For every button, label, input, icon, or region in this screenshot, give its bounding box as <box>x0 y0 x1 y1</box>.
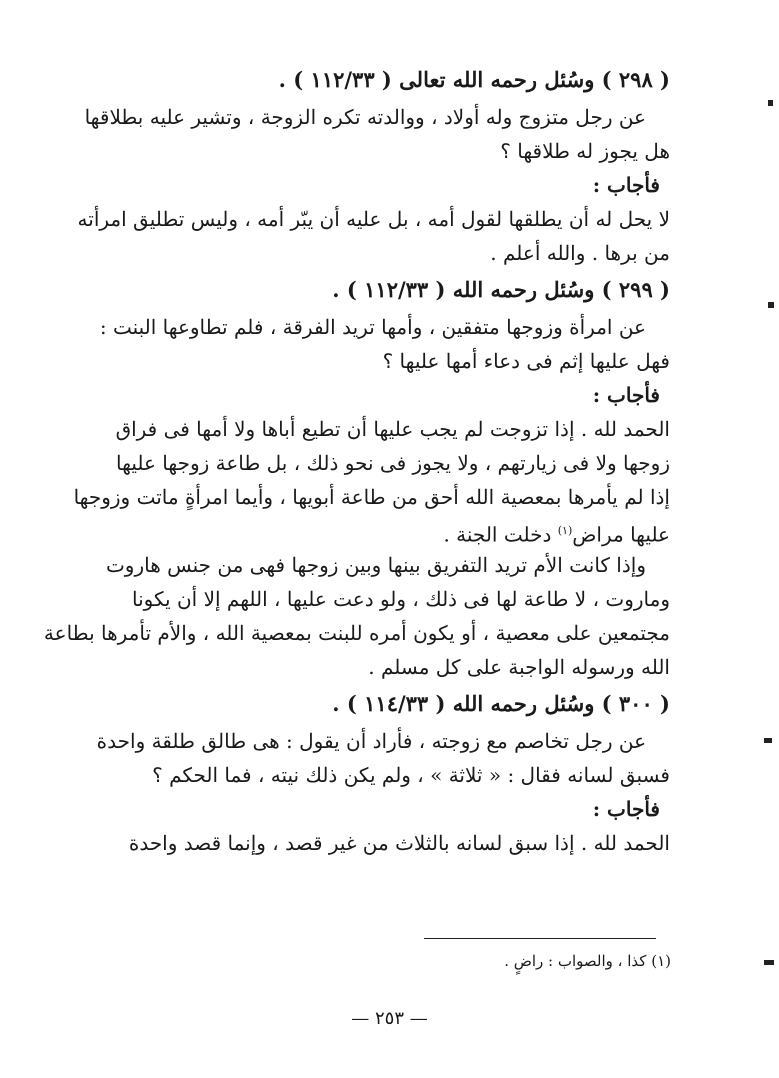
scan-edge-mark <box>768 302 774 308</box>
answer-line: الحمد لله . إذا سبق لسانه بالثلاث من غير قصد ، وإنما قصد واحدة <box>128 831 670 855</box>
question-line: عن رجل تخاصم مع زوجته ، فأراد أن يقول : هى طالق طلقة واحدة <box>96 729 646 753</box>
answer-text: دخلت الجنة . <box>443 522 558 547</box>
question-line: فسبق لسانه فقال : « ثلاثة » ، ولم يكن ذلك نيته ، فما الحكم ؟ <box>152 763 670 787</box>
answer-line-with-footnote <box>100 514 670 548</box>
footnote-divider <box>424 938 656 939</box>
answer-label: فأجاب : <box>592 383 660 407</box>
question-line: هل يجوز له طلاقها ؟ <box>500 139 670 163</box>
question-line: فهل عليها إثم فى دعاء أمها عليها ؟ <box>382 349 670 373</box>
answer-label: فأجاب : <box>592 797 660 821</box>
question-line: عن امرأة وزوجها متفقين ، وأمها تريد الفرقة ، فلم تطاوعها البنت : <box>99 315 646 339</box>
section-heading-298: ( ٢٩٨ ) وسُئل رحمه الله تعالى ( ١١٢/٣٣ ) . <box>278 67 670 92</box>
answer-text: عليها مراض <box>572 522 670 547</box>
page-number: — ٢٥٣ — <box>351 1008 428 1029</box>
footnote-marker: (١) <box>557 524 573 537</box>
answer-line: وإذا كانت الأم تريد التفريق بينها وبين زوجها فهى من جنس هاروت <box>105 553 646 577</box>
answer-line: مجتمعين على معصية ، أو يكون أمره للبنت بمعصية الله ، والأم تأمرها بطاعة <box>43 621 670 645</box>
section-heading-299: ( ٢٩٩ ) وسُئل رحمه الله ( ١١٢/٣٣ ) . <box>332 277 670 302</box>
section-heading-300: ( ٣٠٠ ) وسُئل رحمه الله ( ١١٤/٣٣ ) . <box>332 691 670 716</box>
answer-line: الله ورسوله الواجبة على كل مسلم . <box>368 655 670 679</box>
answer-line: وماروت ، لا طاعة لها فى ذلك ، ولو دعت عليها ، اللهم إلا أن يكونا <box>132 587 670 611</box>
answer-label: فأجاب : <box>592 173 660 197</box>
answer-line: الحمد لله . إذا تزوجت لم يجب عليها أن تطيع أباها ولا أمها فى فراق <box>115 417 670 441</box>
answer-line: لا يحل له أن يطلقها لقول أمه ، بل عليه أن يبّر أمه ، وليس تطليق امرأته <box>77 207 670 231</box>
footnote: (١) كذا ، والصواب : راضٍ . <box>504 952 671 970</box>
answer-line: من برها . والله أعلم . <box>490 241 670 265</box>
answer-line: إذا لم يأمرها بمعصية الله أحق من طاعة أبويها ، وأيما امرأةٍ ماتت وزوجها <box>73 485 670 509</box>
scan-edge-mark <box>764 960 774 965</box>
scan-edge-mark <box>764 738 772 743</box>
page-body <box>43 60 670 860</box>
scan-edge-mark <box>768 100 773 106</box>
answer-line: زوجها ولا فى زيارتهم ، ولا يجوز فى نحو ذلك ، بل طاعة زوجها عليها <box>116 451 670 475</box>
question-line: عن رجل متزوج وله أولاد ، ووالدته تكره الزوجة ، وتشير عليه بطلاقها <box>84 105 646 129</box>
